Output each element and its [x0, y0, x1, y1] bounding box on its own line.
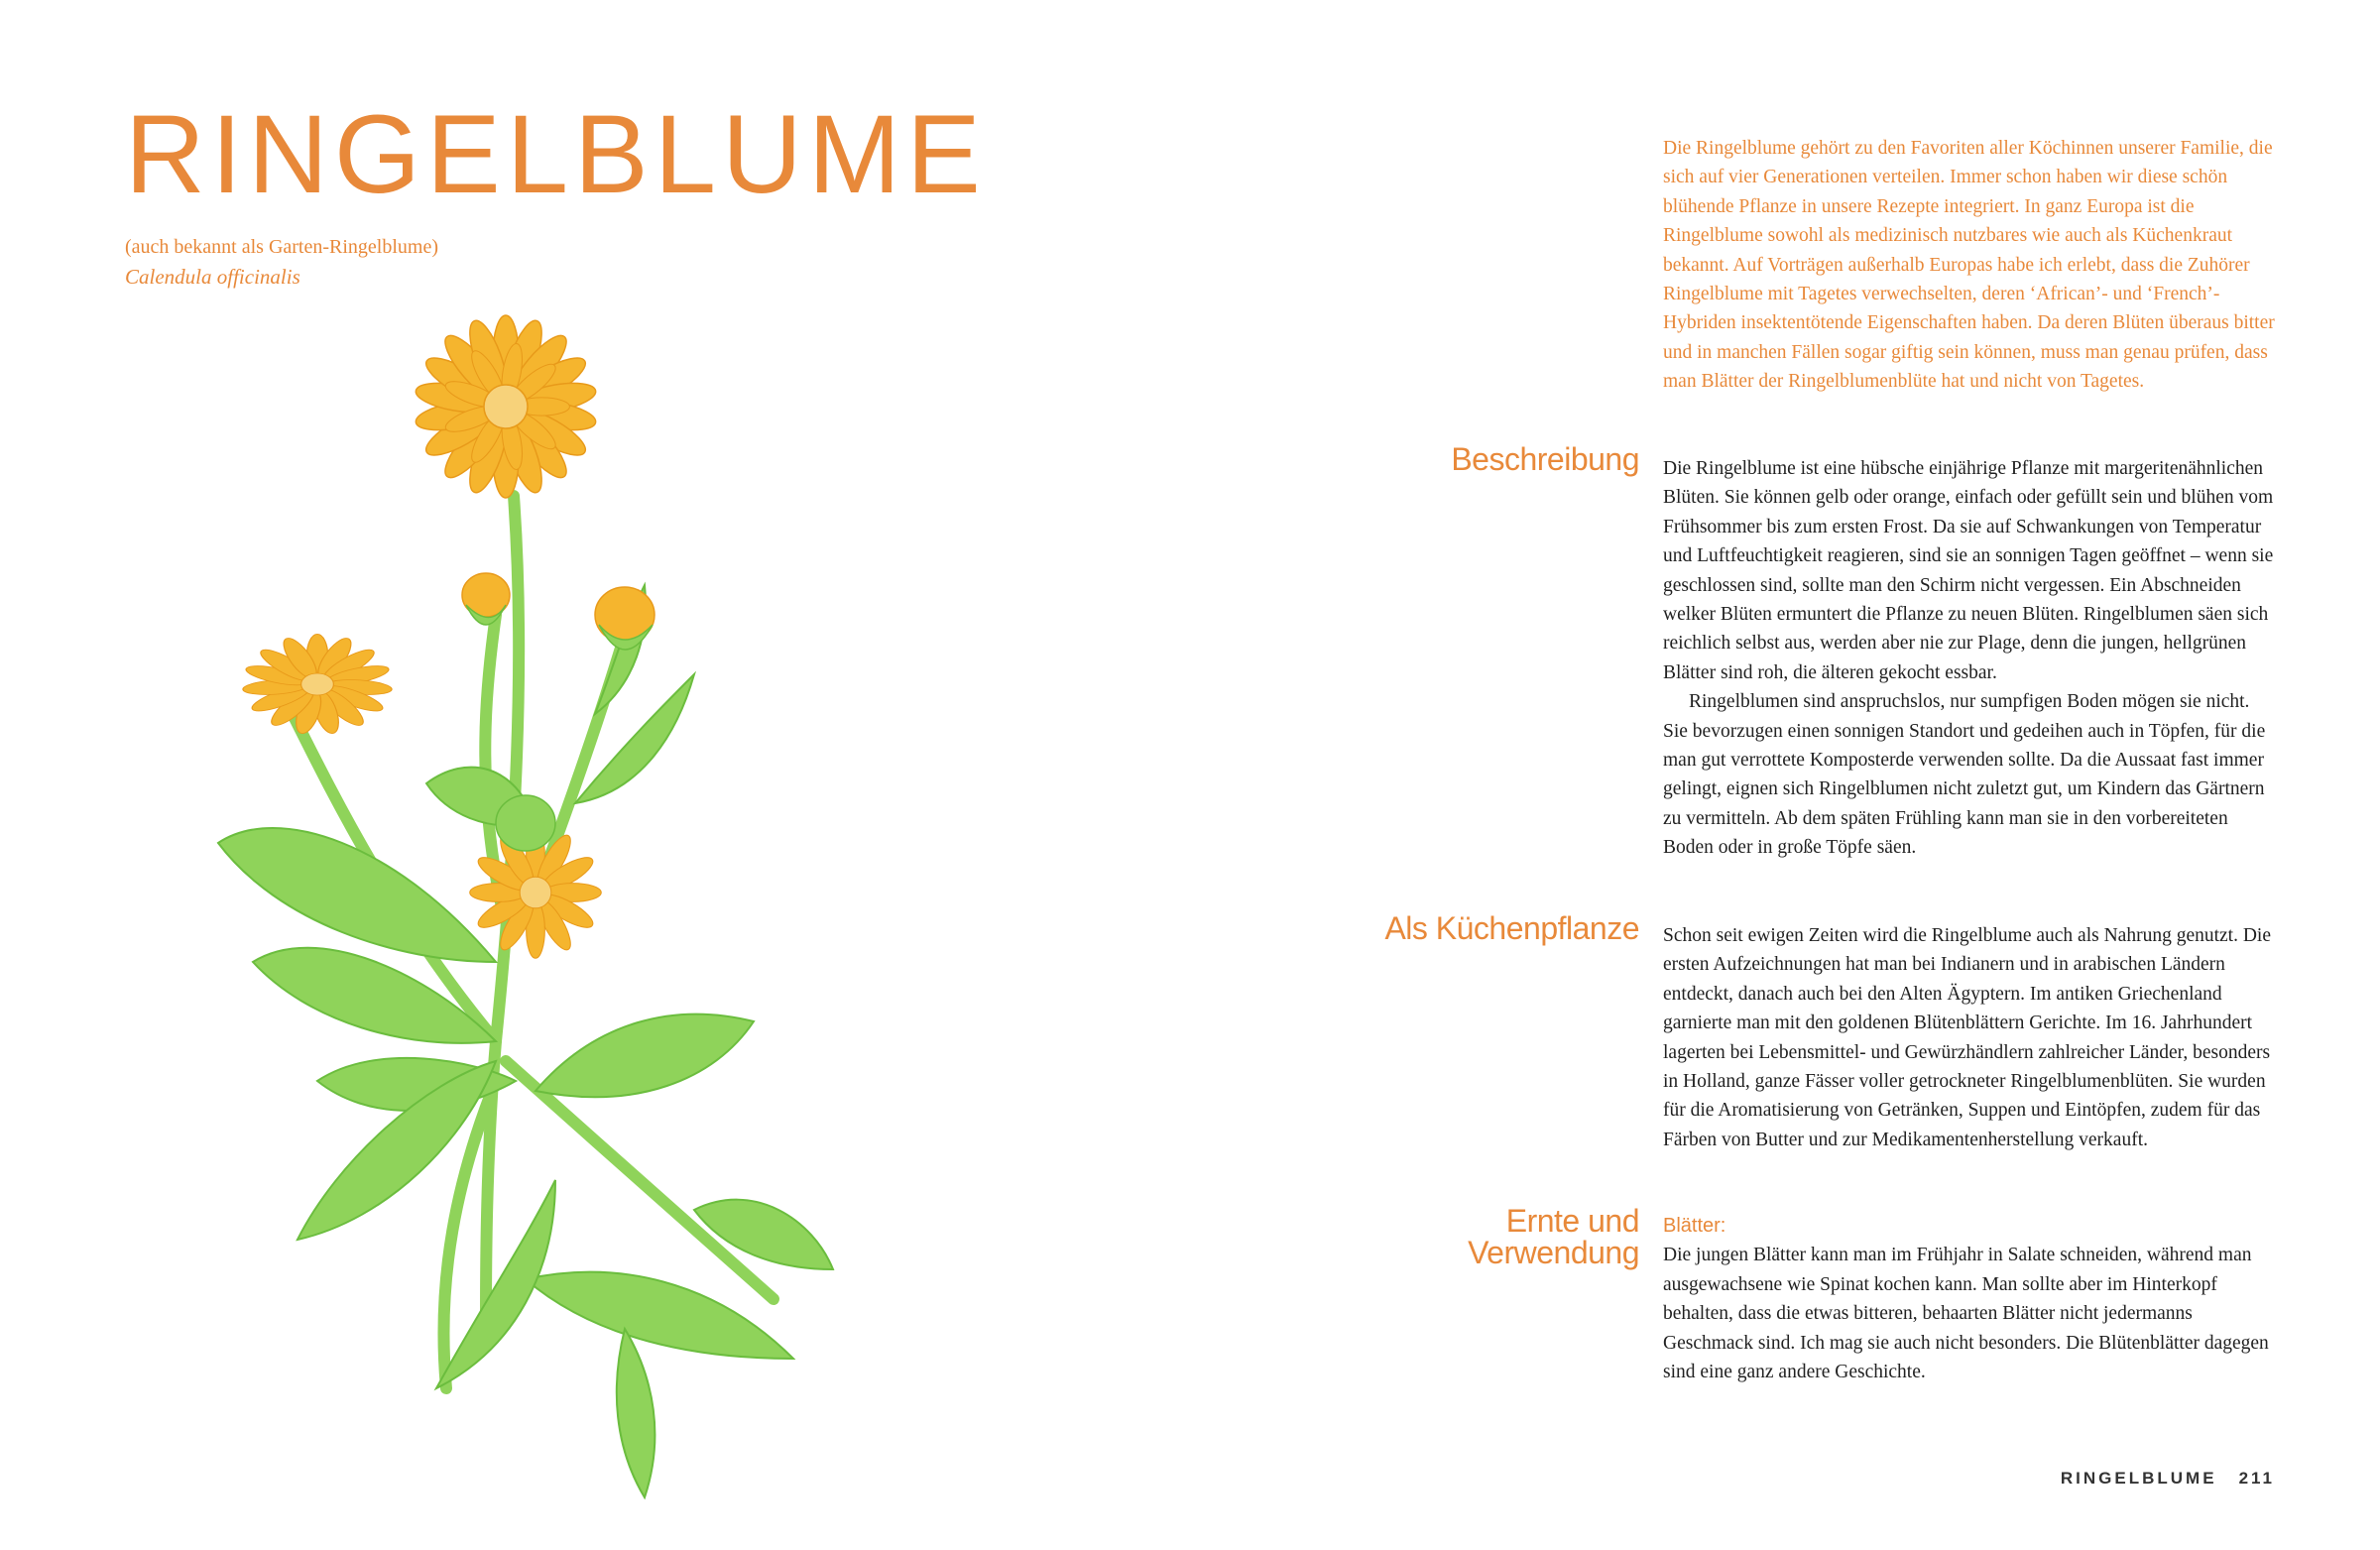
kuechenpflanze-paragraph: Schon seit ewigen Zeiten wird die Ringelblume auch als Nahrung genutzt. Die ersten Aufzeichnungen hat man bei Indianern und in arabischen Ländern entdeckt, danach auch bei den Alten Ägyptern. Im antiken Griechenland garnierte man mit den goldenen Blütenblättern Gerichte. Im 16. Jahrhundert lagerten bei Lebensmittel- und Gewürzhändlern zahlreicher Länder, besonders in Holland, ganze Fässer voller getrockneter Ringelblumenblüten. Sie wurden für die Aromatisierung von Getränken, Suppen und Eintöpfen, zudem für das Färben von Butter und zur Medikamentenherstellung verkauft. [1663, 925, 2272, 1150]
intro-paragraph: Die Ringelblume gehört zu den Favoriten aller Köchinnen unserer Familie, die sich auf vier Generationen verteilen. Immer schon haben wir diese schön blühende Pflanze in unsere Rezepte integriert. In ganz Europa ist die Ringelblume sowohl als medizinisch nutzbares wie auch als Küchenkraut bekannt. Auf Vorträgen außerhalb Europas habe ich erlebt, dass die Zuhörer Ringelblume mit Tagetes verwechselten, deren ‘African’- und ‘French’-Hybriden insektentötende Eigenschaften haben. Da deren Blüten überaus bitter und in manchen Fällen sogar giftig sein können, muss man genau prüfen, dass man Blätter der Ringelblumenblüte hat und nicht von Tagetes. [1663, 138, 2275, 393]
alternate-name: (auch bekannt als Garten-Ringelblume) [125, 236, 438, 258]
heading-ernte-line-2: Verwendung [1468, 1235, 1639, 1270]
beschreibung-paragraph-2: Ringelblumen sind anspruchslos, nur sumpfigen Boden mögen sie nicht. Sie bevorzugen einen sonnigen Standort und gedeihen auch in Töpfen, für die man gut verrottete Komposterde verwenden sollte. Da die Aussaat fast immer gelingt, eignen sich Ringelblumen nicht zuletzt gut, um Kindern das Gärtnern zu vermitteln. Ab dem späten Frühling kann man sie in den vorbereiteten Boden oder in große Töpfe säen. [1663, 691, 2266, 859]
section-kuechenpflanze [1663, 921, 2276, 1154]
heading-ernte-line-1: Ernte und [1505, 1203, 1639, 1239]
heading-beschreibung: Beschreibung [1451, 441, 1639, 477]
ernte-paragraph: Die jungen Blätter kann man im Frühjahr in Salate schneiden, während man ausgewachsene wie Spinat kochen kann. Man sollte aber im Hinterkopf behalten, dass die etwas bitteren, behaarten Blätter nicht jedermanns Geschmack sind. Ich mag sie auch nicht besonders. Die Blütenblätter dagegen sind eine ganz andere Geschichte. [1663, 1245, 2269, 1383]
page-title: RINGELBLUME [125, 92, 987, 216]
beschreibung-paragraph-1: Die Ringelblume ist eine hübsche einjährige Pflanze mit margeritenähnlichen Blüten. Sie können gelb oder orange, einfach oder gefüllt sein und blühen vom Frühsommer bis zum ersten Frost. Da sie auf Schwankungen von Temperatur und Luftfeuchtigkeit reagieren, sind sie an sonnigen Tagen geöffnet – wenn sie geschlossen sind, sollte man den Schirm nicht vergessen. Ein Abschneiden welker Blüten ermuntert die Pflanze zu neuen Blüten. Ringelblumen säen sich reichlich selbst aus, werden aber nie zur Plage, denn die jungen, hellgrünen Blätter sind roh, die älteren gekocht essbar. [1663, 458, 2274, 683]
calendula-illustration [198, 288, 972, 1507]
heading-kuechenpflanze: Als Küchenpflanze [1384, 910, 1639, 946]
botanical-name: Calendula officinalis [125, 265, 300, 289]
page-number: 211 [2238, 1469, 2275, 1488]
section-beschreibung [1663, 454, 2276, 863]
running-head [2061, 1469, 2275, 1489]
section-ernte [1663, 1212, 2276, 1386]
running-head-label: RINGELBLUME [2060, 1469, 2217, 1488]
heading-ernte [1468, 1205, 1639, 1268]
blaetter-subheading: Blätter: [1663, 1215, 1726, 1237]
